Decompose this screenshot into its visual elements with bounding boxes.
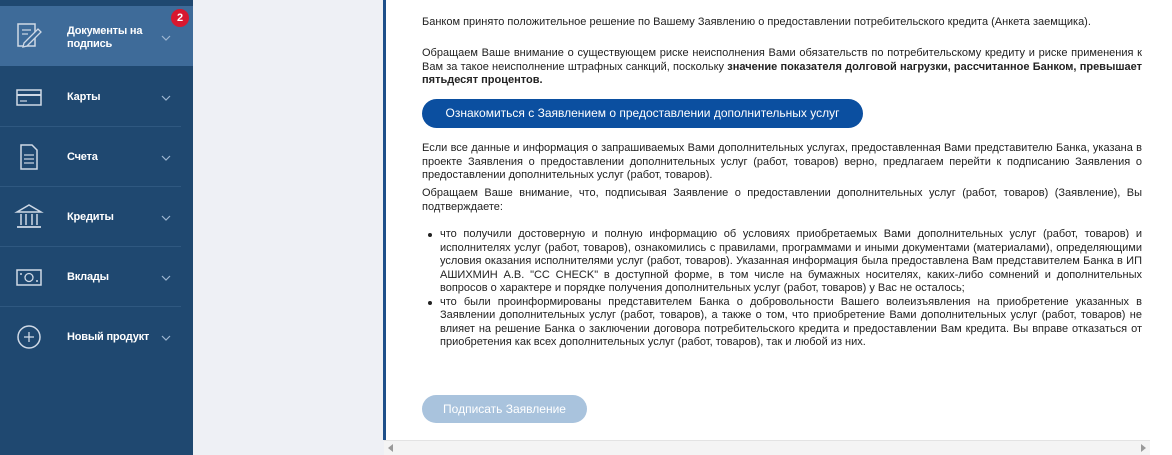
sidebar-item-label: Новый продукт bbox=[67, 331, 150, 343]
background-gap bbox=[193, 0, 355, 455]
card-icon bbox=[14, 82, 44, 112]
list-item: что были проинформированы представителем Банка о добровольности Вашего волеизъявления на приобретение указанных в Заявлении дополнительных услуг (работ, товаров), а также о том, что приобретение Вами дополнительных услуг (работ, товаров) не влияет на решение Банка о заключении договора потребительского кредита и предоставлении Вам кредита. Вы вправе отказаться от приобретения как всех дополнительных услуг (работ, товаров), так и любой из них. bbox=[422, 296, 1142, 350]
sidebar-item-accounts[interactable] bbox=[0, 127, 193, 187]
sidebar-item-new-product[interactable] bbox=[0, 307, 193, 367]
sidebar-item-label: Вклады bbox=[67, 271, 109, 283]
risk-bold-text: значение показателя долговой нагрузки, рассчитанное Банком, превышает пятьдесят процентов. bbox=[422, 60, 1142, 86]
risk-paragraph bbox=[422, 47, 1142, 88]
content-card bbox=[383, 0, 1150, 440]
chevron-down-icon bbox=[161, 35, 171, 41]
chevron-down-icon bbox=[161, 335, 171, 341]
sidebar-item-label: Кредиты bbox=[67, 211, 114, 223]
sidebar-item-documents[interactable] bbox=[0, 6, 193, 66]
confirmation-list bbox=[422, 228, 1142, 350]
sidebar-item-label: Документы на подпись bbox=[67, 25, 143, 50]
sidebar bbox=[0, 0, 193, 455]
confirmation-paragraph: Если все данные и информация о запрашиваемых Вами дополнительных услугах, предоставленная Вами представителю Банка, указана в проекте Заявления о предоставлении дополнительных услуг (работ, товаров) верно, предлагаем перейти к подписанию Заявления о предоставлении дополнительных услуг (работ, товаров). bbox=[422, 142, 1142, 181]
sidebar-item-deposits[interactable] bbox=[0, 247, 193, 307]
scroll-left-icon[interactable] bbox=[388, 444, 393, 452]
sign-application-button[interactable]: Подписать Заявление bbox=[422, 395, 587, 423]
chevron-down-icon bbox=[161, 95, 171, 101]
bank-building-icon bbox=[14, 202, 44, 232]
sidebar-item-label: Счета bbox=[67, 151, 98, 163]
sidebar-item-label: Карты bbox=[67, 91, 101, 103]
account-document-icon bbox=[14, 142, 44, 172]
plus-circle-icon bbox=[14, 322, 44, 352]
chevron-down-icon bbox=[161, 215, 171, 221]
chevron-down-icon bbox=[161, 275, 171, 281]
sidebar-item-cards[interactable] bbox=[0, 67, 193, 127]
review-application-button[interactable]: Ознакомиться с Заявлением о предоставлении дополнительных услуг bbox=[422, 99, 863, 128]
horizontal-scrollbar[interactable] bbox=[384, 440, 1150, 455]
scroll-right-icon[interactable] bbox=[1141, 444, 1146, 452]
document-sign-icon bbox=[14, 21, 44, 51]
notification-badge: 2 bbox=[171, 9, 189, 27]
chevron-down-icon bbox=[161, 155, 171, 161]
deposit-money-icon bbox=[14, 262, 44, 292]
list-item: что получили достоверную и полную информацию об условиях приобретаемых Вами дополнительных услуг (работ, товаров) и исполнителях услуг (работ, товаров), ознакомились с правилами, программами и иными документами (материалами), определяющими условия оказания исполнителями услуг (работ, товаров). Указанная информация была предоставлена Вам представителем Банка в ИП АШИХМИН А.В. "СС CHECK" в доступной форме, в том числе на бумажных носителях, каких-либо сомнений и дополнительных вопросов о характере и порядке получения дополнительных услуг (работ, товаров) у Вас не осталось; bbox=[422, 228, 1142, 296]
main-panel bbox=[355, 0, 1150, 455]
sidebar-item-credits[interactable] bbox=[0, 187, 193, 247]
attention-paragraph: Обращаем Ваше внимание, что, подписывая Заявление о предоставлении дополнительных услуг (работ, товаров) (Заявление), Вы подтверждаете: bbox=[422, 187, 1142, 213]
right-edge bbox=[1150, 0, 1172, 455]
risk-text: Обращаем Ваше внимание о существующем риске неисполнения Вами обязательств по потребительскому кредиту и риске применения к Вам за такое неисполнение штрафных санкций, поскольку bbox=[422, 47, 1142, 73]
decision-paragraph: Банком принято положительное решение по Вашему Заявлению о предоставлении потребительского кредита (Анкета заемщика). bbox=[422, 16, 1091, 28]
